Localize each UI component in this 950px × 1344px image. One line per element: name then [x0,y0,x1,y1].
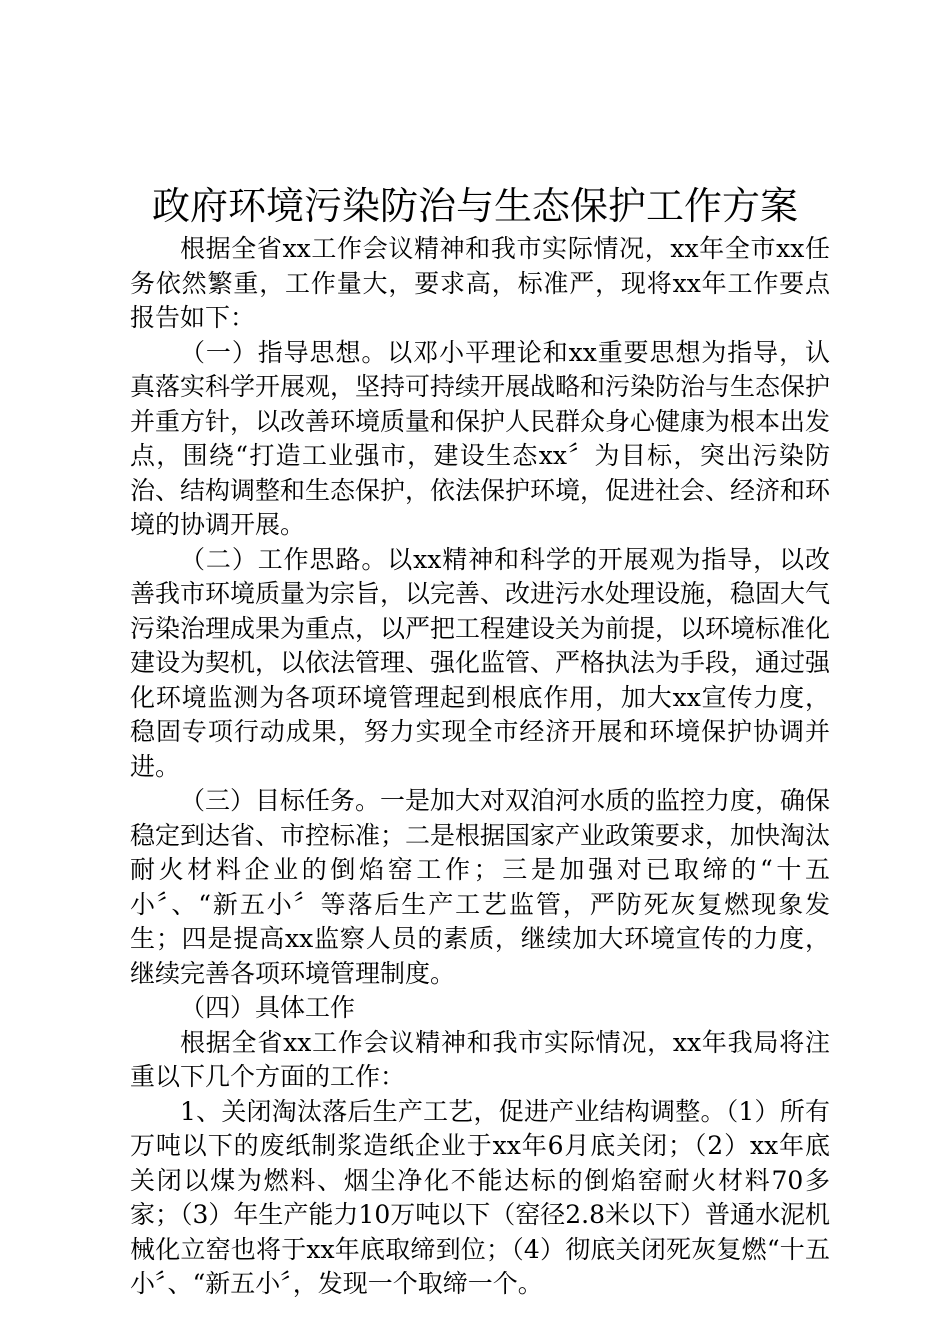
paragraph-item-1: 1、关闭淘汰落后生产工艺，促进产业结构调整。（1）所有万吨以下的废纸制浆造纸企业于xx年6月底关闭；（2）xx年底关闭以煤为燃料、烟尘净化不能达标的倒焰窑耐火材料70多家；（3）年生产能力10万吨以下（窑径2.8米以下）普通水泥机械化立窑也将于xx年底取缔到位；（4）彻底关闭死灰复燃“十五小〞、“新五小〞，发现一个取缔一个。 [130,1096,830,1298]
paragraph-specific-work-intro: 根据全省xx工作会议精神和我市实际情况，xx年我局将注重以下几个方面的工作： [130,1027,830,1091]
paragraph-work-approach: （二）工作思路。以xx精神和科学的开展观为指导，以改善我市环境质量为宗旨，以完善、改进污水处理设施，稳固大气污染治理成果为重点，以严把工程建设关为前提，以环境标准化建设为契机，以依法管理、强化监管、严格执法为手段，通过强化环境监测为各项环境管理起到根底作用，加大xx宣传力度，稳固专项行动成果，努力实现全市经济开展和环境保护协调并进。 [130,544,831,781]
paragraph-intro: 根据全省xx工作会议精神和我市实际情况，xx年全市xx任务依然繁重，工作量大，要求高，标准严，现将xx年工作要点报告如下： [130,234,830,332]
document-body [130,232,830,1302]
document-title: 政府环境污染防治与生态保护工作方案 [151,184,798,228]
paragraph-goals: （三）目标任务。一是加大对双洎河水质的监控力度，确保稳定到达省、市控标准；二是根据国家产业政策要求，加快淘汰耐火材料企业的倒焰窑工作；三是加强对已取缔的“十五小〞、“新五小〞等落后生产工艺监管，严防死灰复燃现象发生；四是提高xx监察人员的素质，继续加大环境宣传的力度，继续完善各项环境管理制度。 [130,786,831,988]
paragraph-guiding-thought: （一）指导思想。以邓小平理论和xx重要思想为指导，认真落实科学开展观，坚持可持续开展战略和污染防治与生态保护并重方针，以改善环境质量和保护人民群众身心健康为根本出发点，围绕“打造工业强市，建设生态xx〞为目标，突出污染防治、结构调整和生态保护，依法保护环境，促进社会、经济和环境的协调开展。 [130,337,831,539]
paragraph-specific-work-heading: （四）具体工作 [180,993,356,1022]
